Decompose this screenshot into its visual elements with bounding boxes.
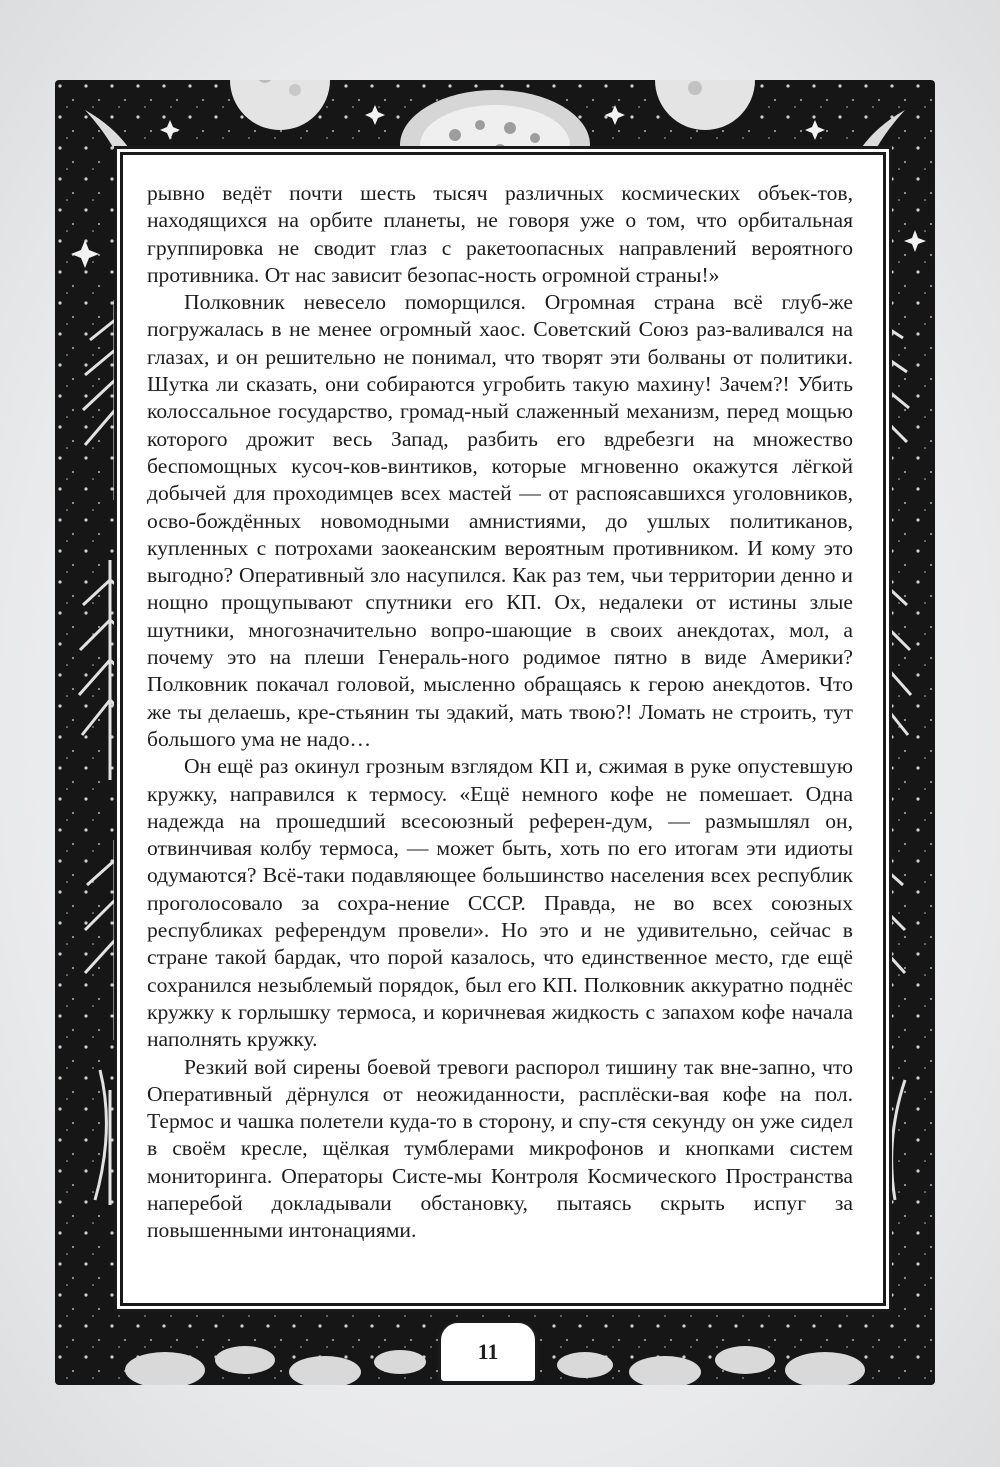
paragraph: Резкий вой сирены боевой тревоги распорол тишину так вне-запно, что Оперативный дёрнулся от неожиданности, расплёски-вая кофе на пол. Термос и чашка полетели куда-то в сторону, и спу-стя секунду он уже сидел в своём кресле, щёлкая тумблерами микрофонов и кнопками систем мониторинга. Операторы Систе-мы Контроля Космического Пространства наперебой докладывали обстановку, пытаясь скрыть испуг за повышенными интонациями. (147, 1054, 853, 1243)
page-number-badge (438, 1320, 538, 1384)
page-number: 11 (477, 1339, 499, 1364)
paragraph: Полковник невесело поморщился. Огромная страна всё глуб-же погружалась в не менее огромный хаос. Советский Союз раз-валивался на глазах, и он решительно не понимал, что творят эти болваны от политики. Шутка ли сказать, они собираются угробить такую махину! Зачем?! Убить колоссальное государство, громад-ный слаженный механизм, перед мощью которого дрожит весь Запад, разбить его вдребезги на множество беспомощных кусоч-ков-винтиков, которые мгновенно окажутся лёгкой добычей для проходимцев всех мастей — от распоясавшихся уголовников, осво-бождённых новомодными амнистиями, до ушлых политиканов, купленных с потрохами заокеанским вероятным противником. И кому это выгодно? Оперативный зло насупился. Как раз тем, чьи территории денно и нощно прощупывают спутники его КП. Ох, недалеки от истины злые шутники, многозначительно вопро-шающие в своих анекдотах, мол, а почему это на плеши Генераль-ного родимое пятно в виде Америки? Полковник покачал головой, мысленно обращаясь к герою анекдотов. Что же ты делаешь, кре-стьянин ты эдакий, мать твою?! Ломать не строить, тут большого ума не надо… (147, 290, 853, 751)
paragraph: Он ещё раз окинул грозным взглядом КП и, сжимая в руке опустевшую кружку, направился к термосу. «Ещё немного кофе не помешает. Одна надежда на прошедший всесоюзный референ-дум, — размышлял он, отвинчивая колбу термоса, — может быть, хоть по его итогам эти идиоты одумаются? Всё-таки подавляющее большинство населения всех республик проголосовало за сохра-нение СССР. Правда, не во всех союзных республиках референдум провели». Но это и не удивительно, сейчас в стране такой бардак, что порой казалось, что единственное место, где ещё сохранился незыблемый порядок, был его КП. Полковник аккуратно поднёс кружку к горлышку термоса, и коричневая жидкость с запахом кофе начала наполнять кружку. (147, 754, 853, 1052)
paragraph: рывно ведёт почти шесть тысяч различных космических объек-тов, находящихся на орбите планеты, не говоря уже о том, что орбитальная группировка не сводит глаз с ракетоопасных направлений вероятного противника. От нас зависит безопас-ность огромной страны!» (147, 181, 853, 287)
page-body-text (147, 180, 853, 1245)
